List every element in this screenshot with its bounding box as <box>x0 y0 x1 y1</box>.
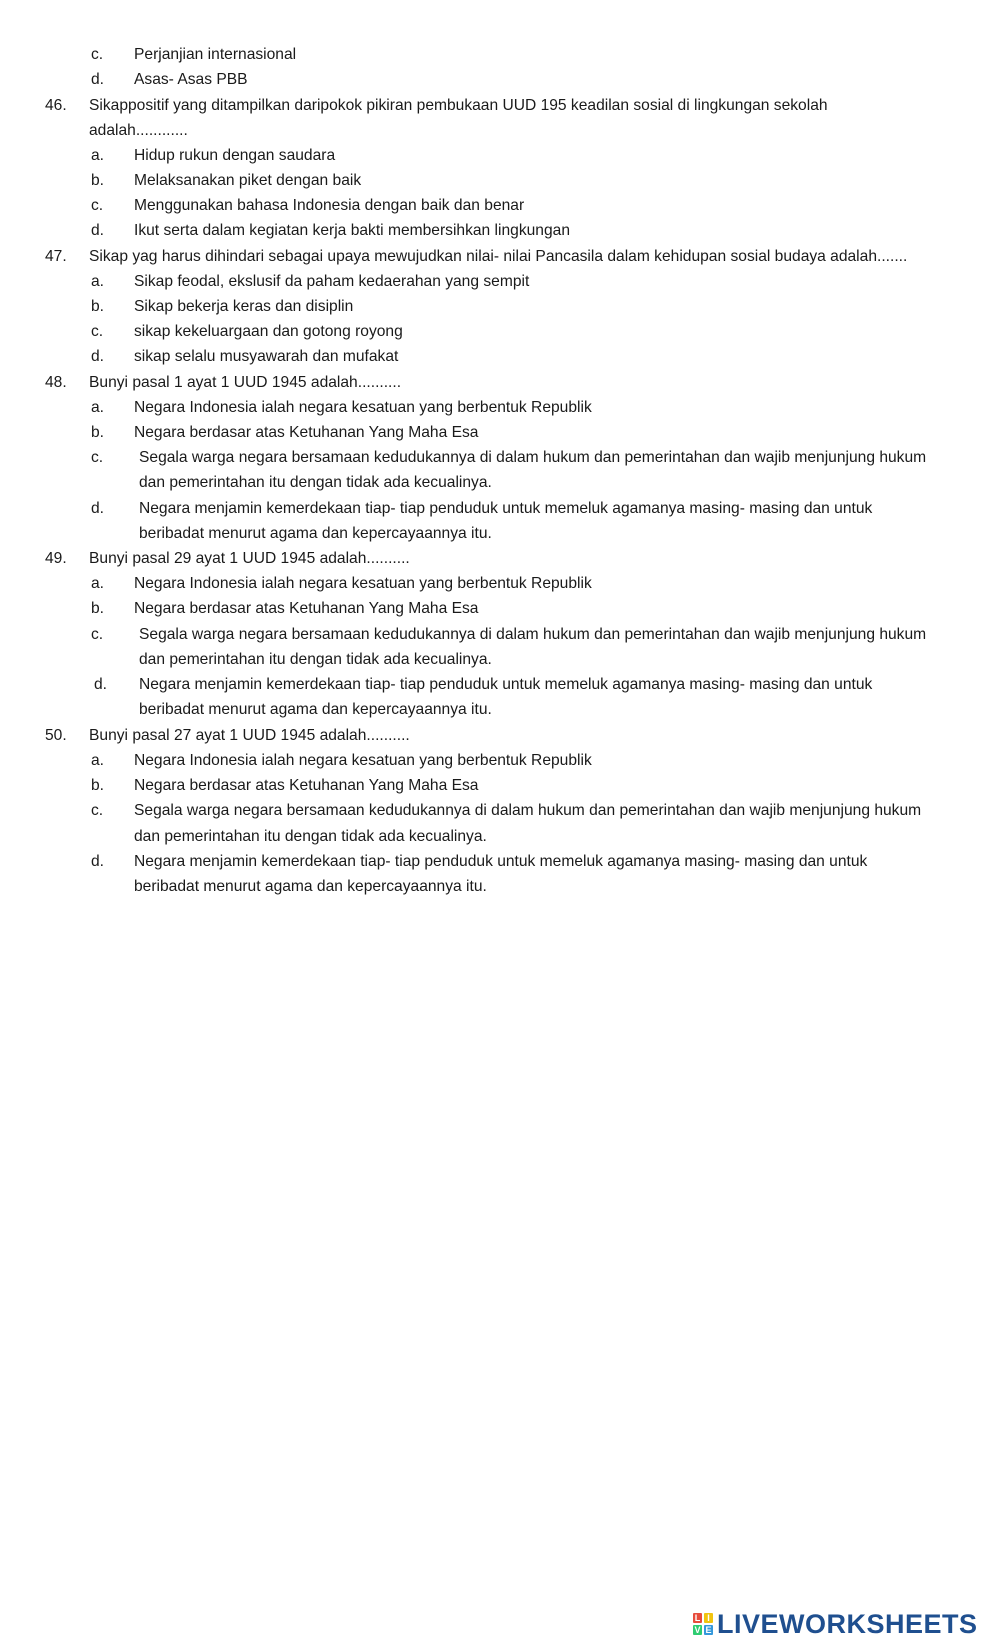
option-text: Sikap feodal, ekslusif da paham kedaerahan yang sempit <box>134 273 530 290</box>
question-text: adalah............ <box>89 122 188 139</box>
option-letter: b. <box>91 600 105 617</box>
option-letter: c. <box>91 626 104 643</box>
question-number: 46. <box>45 97 67 114</box>
question-number: 47. <box>45 248 67 265</box>
logo-icon-letter: V <box>694 1625 701 1635</box>
option-text: Asas- Asas PBB <box>134 71 248 88</box>
option-text: Negara Indonesia ialah negara kesatuan yang berbentuk Republik <box>134 575 592 592</box>
question-text: Bunyi pasal 27 ayat 1 UUD 1945 adalah.......... <box>89 727 410 744</box>
option-text: dan pemerintahan itu dengan tidak ada kecualinya. <box>139 474 492 491</box>
option-letter: b. <box>91 298 105 315</box>
question-number: 48. <box>45 374 67 391</box>
liveworksheets-logo-icon <box>693 1613 713 1635</box>
logo-icon-letter: L <box>694 1613 701 1623</box>
option-text: Segala warga negara bersamaan kedudukannya di dalam hukum dan pemerintahan dan wajib menjunjung hukum <box>139 449 927 466</box>
liveworksheets-logo[interactable] <box>693 1607 978 1641</box>
option-letter: a. <box>91 399 105 416</box>
option-text: Negara Indonesia ialah negara kesatuan yang berbentuk Republik <box>134 399 592 416</box>
option-text: Melaksanakan piket dengan baik <box>134 172 362 189</box>
option-letter: d. <box>94 676 108 693</box>
option-text: sikap kekeluargaan dan gotong royong <box>134 323 403 340</box>
option-text: dan pemerintahan itu dengan tidak ada kecualinya. <box>139 651 492 668</box>
option-text: Segala warga negara bersamaan kedudukannya di dalam hukum dan pemerintahan dan wajib menjunjung hukum <box>139 626 927 643</box>
option-text: Negara berdasar atas Ketuhanan Yang Maha Esa <box>134 777 479 794</box>
option-letter: c. <box>91 46 104 63</box>
option-text: beribadat menurut agama dan kepercayaannya itu. <box>134 878 487 895</box>
option-letter: d. <box>91 348 105 365</box>
option-letter: b. <box>91 777 105 794</box>
option-letter: c. <box>91 323 104 340</box>
logo-icon-letter: E <box>705 1625 712 1635</box>
option-text: Menggunakan bahasa Indonesia dengan baik dan benar <box>134 197 525 214</box>
option-letter: a. <box>91 273 105 290</box>
option-letter: c. <box>91 449 104 466</box>
option-text: beribadat menurut agama dan kepercayaannya itu. <box>139 701 492 718</box>
option-text: dan pemerintahan itu dengan tidak ada kecualinya. <box>134 828 487 845</box>
option-text: beribadat menurut agama dan kepercayaannya itu. <box>139 525 492 542</box>
logo-text: LIVEWORKSHEETS <box>717 1608 978 1639</box>
option-text: Sikap bekerja keras dan disiplin <box>134 298 354 315</box>
option-letter: a. <box>91 752 105 769</box>
option-text: Segala warga negara bersamaan kedudukannya di dalam hukum dan pemerintahan dan wajib menjunjung hukum <box>134 802 922 819</box>
option-letter: d. <box>91 500 105 517</box>
option-letter: d. <box>91 71 105 88</box>
option-text: Negara menjamin kemerdekaan tiap- tiap penduduk untuk memeluk agamanya masing- masing dan untuk <box>139 500 873 517</box>
option-text: Negara menjamin kemerdekaan tiap- tiap penduduk untuk memeluk agamanya masing- masing dan untuk <box>139 676 873 693</box>
option-text: Negara berdasar atas Ketuhanan Yang Maha Esa <box>134 600 479 617</box>
option-letter: d. <box>91 222 105 239</box>
option-letter: b. <box>91 172 105 189</box>
question-text: Sikap yag harus dihindari sebagai upaya mewujudkan nilai- nilai Pancasila dalam kehidupan sosial budaya adalah....... <box>89 248 908 265</box>
option-letter: c. <box>91 802 104 819</box>
option-text: sikap selalu musyawarah dan mufakat <box>134 348 399 365</box>
option-text: Ikut serta dalam kegiatan kerja bakti membersihkan lingkungan <box>134 222 570 239</box>
option-letter: b. <box>91 424 105 441</box>
option-text: Negara menjamin kemerdekaan tiap- tiap penduduk untuk memeluk agamanya masing- masing dan untuk <box>134 853 868 870</box>
option-letter: a. <box>91 147 105 164</box>
logo-icon-letter: I <box>704 1613 713 1623</box>
option-text: Perjanjian internasional <box>134 46 297 63</box>
option-letter: c. <box>91 197 104 214</box>
option-text: Negara berdasar atas Ketuhanan Yang Maha Esa <box>134 424 479 441</box>
option-letter: a. <box>91 575 105 592</box>
option-letter: d. <box>91 853 105 870</box>
question-text: Bunyi pasal 1 ayat 1 UUD 1945 adalah.......... <box>89 374 402 391</box>
question-number: 49. <box>45 550 67 567</box>
option-text: Negara Indonesia ialah negara kesatuan yang berbentuk Republik <box>134 752 592 769</box>
question-text: Sikappositif yang ditampilkan daripokok pikiran pembukaan UUD 195 keadilan sosial di lingkungan sekolah <box>89 97 828 114</box>
question-number: 50. <box>45 727 67 744</box>
question-text: Bunyi pasal 29 ayat 1 UUD 1945 adalah.......... <box>89 550 410 567</box>
option-text: Hidup rukun dengan saudara <box>134 147 336 164</box>
